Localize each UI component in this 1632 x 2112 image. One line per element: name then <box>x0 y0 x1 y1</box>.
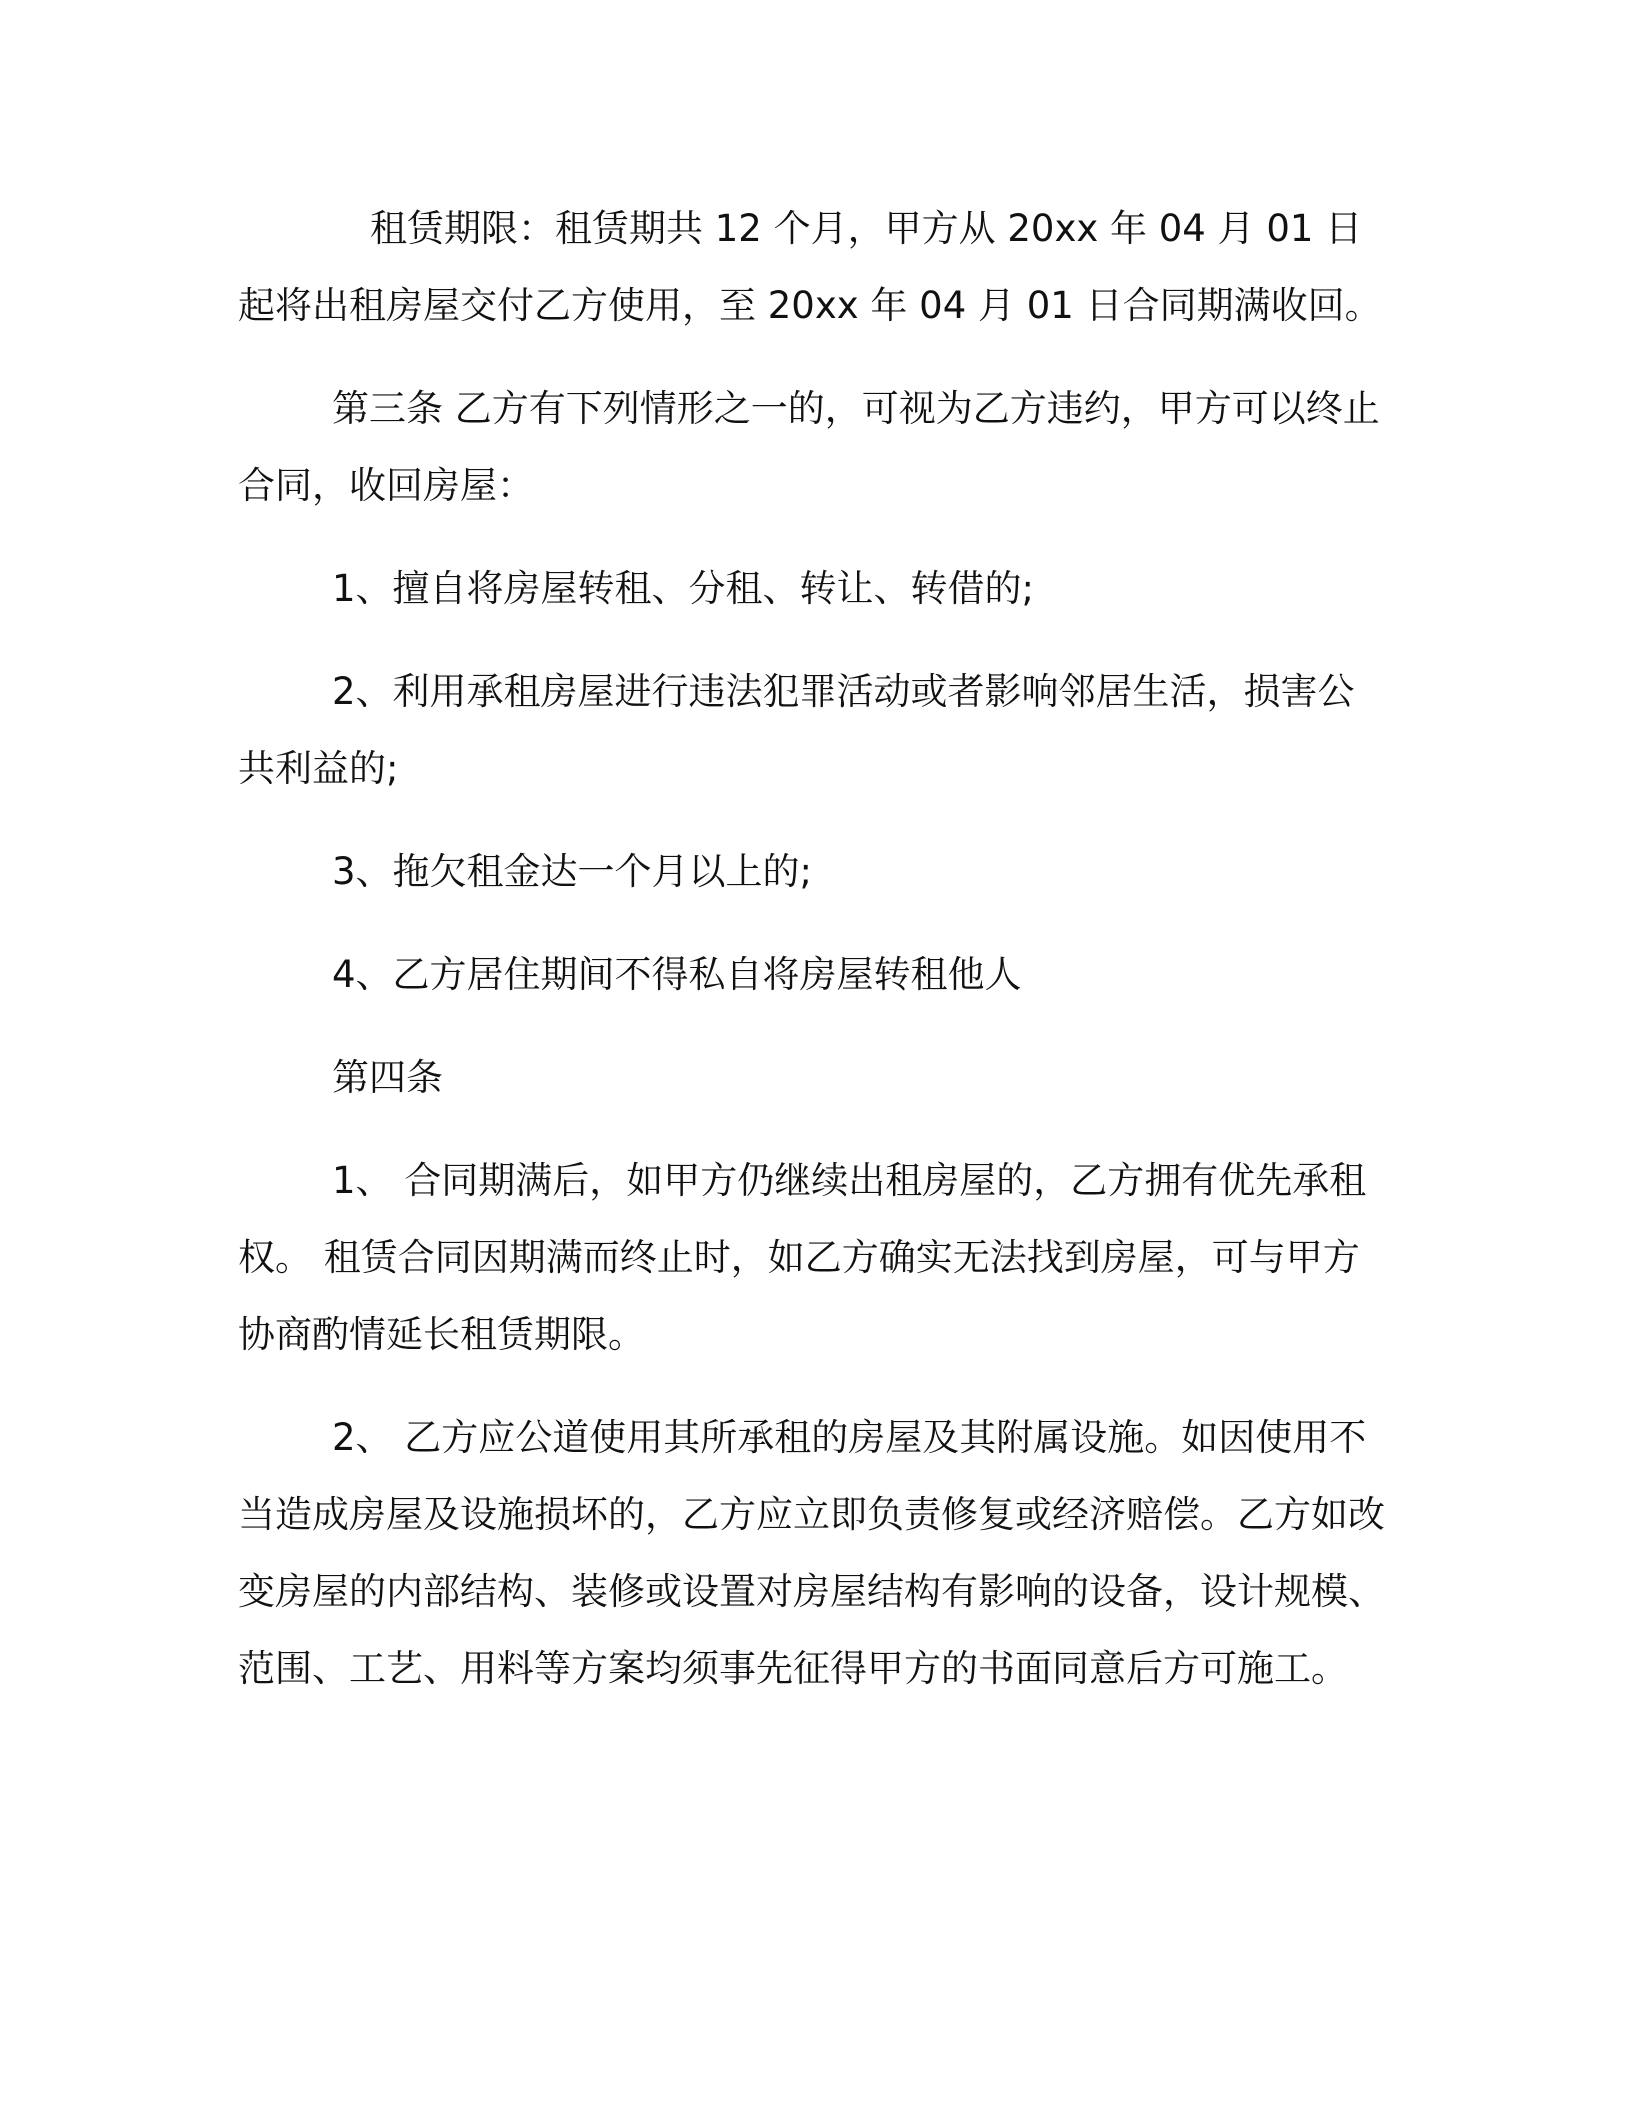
article-3-item-4: 4、乙方居住期间不得私自将房屋转租他人 <box>332 953 1022 996</box>
article-4-heading: 第四条 <box>332 1056 443 1099</box>
article-3-heading-paragraph: 第三条 乙方有下列情形之一的，可视为乙方违约，甲方可以终止合同，收回房屋： <box>238 387 1380 507</box>
article-4-item-1: 1、 合同期满后，如甲方仍继续出租房屋的，乙方拥有优先承租权。 租赁合同因期满而终止时，如乙方确实无法找到房屋，可与甲方协商酌情延长租赁期限。 <box>238 1159 1367 1356</box>
article-3-item-1: 1、擅自将房屋转租、分租、转让、转借的; <box>332 567 1035 610</box>
article-3-item-3: 3、拖欠租金达一个月以上的; <box>332 850 813 893</box>
document-body <box>238 190 1388 1707</box>
article-3-item-2: 2、利用承租房屋进行违法犯罪活动或者影响邻居生活，损害公共利益的; <box>238 670 1355 790</box>
lease-term-paragraph: 租赁期限：租赁期共 12 个月，甲方从 20xx 年 04 月 01 日起将出租房屋交付乙方使用，至 20xx 年 04 月 01 日合同期满收回。 <box>238 207 1382 327</box>
article-4-item-2: 2、 乙方应公道使用其所承租的房屋及其附属设施。如因使用不当造成房屋及设施损坏的，乙方应立即负责修复或经济赔偿。乙方如改变房屋的内部结构、装修或设置对房屋结构有影响的设备，设计规模、范围、工艺、用料等方案均须事先征得甲方的书面同意后方可施工。 <box>238 1416 1385 1690</box>
